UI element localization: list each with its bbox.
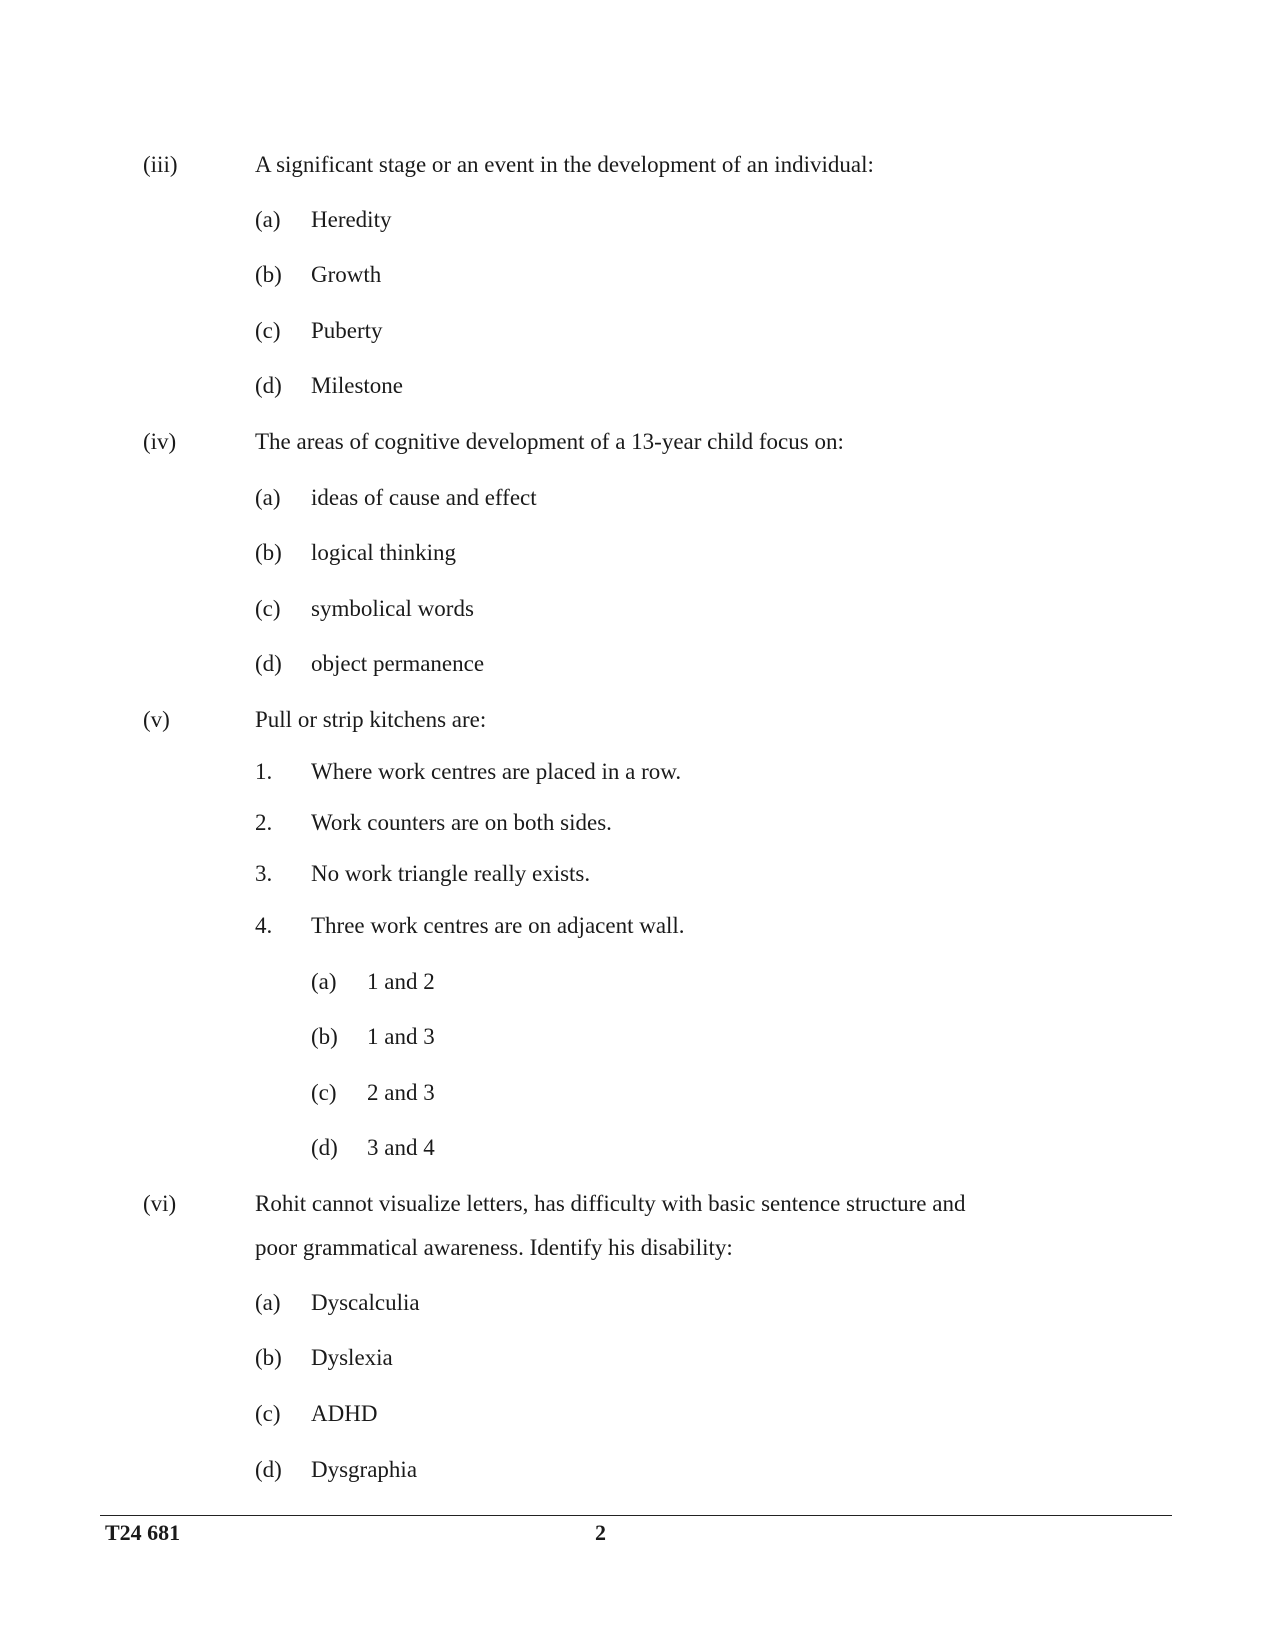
question-text-line-1: Rohit cannot visualize letters, has difficulty with basic sentence structure and [255, 1191, 966, 1216]
statement-label: 4. [255, 913, 273, 938]
option-label: (d) [311, 1135, 338, 1160]
question-text: The areas of cognitive development of a 13-year child focus on: [255, 429, 844, 454]
option-text: Puberty [311, 318, 383, 343]
option-label: (d) [255, 1457, 282, 1482]
option-label: (d) [255, 373, 282, 398]
option-label: (c) [311, 1080, 337, 1105]
option-text: Dyscalculia [311, 1290, 420, 1315]
question-number: (vi) [143, 1191, 177, 1216]
option-label: (a) [311, 969, 337, 994]
question-text: A significant stage or an event in the development of an individual: [255, 152, 874, 177]
statement-text: Where work centres are placed in a row. [311, 759, 682, 784]
statement-text: No work triangle really exists. [311, 861, 591, 886]
option-text: logical thinking [311, 540, 457, 565]
question-text-line-2: poor grammatical awareness. Identify his disability: [255, 1235, 733, 1260]
question-number: (iii) [143, 152, 178, 177]
option-label: (b) [255, 262, 282, 287]
option-label: (b) [255, 540, 282, 565]
option-text: 3 and 4 [367, 1135, 435, 1160]
option-label: (a) [255, 207, 281, 232]
statement-label: 3. [255, 861, 273, 886]
option-label: (c) [255, 596, 281, 621]
option-label: (c) [255, 1401, 281, 1426]
option-label: (a) [255, 1290, 281, 1315]
option-text: Growth [311, 262, 382, 287]
option-text: Dyslexia [311, 1345, 393, 1370]
option-text: ADHD [311, 1401, 378, 1426]
page-number: 2 [595, 1520, 606, 1545]
option-label: (d) [255, 651, 282, 676]
statement-text: Work counters are on both sides. [311, 810, 612, 835]
question-number: (iv) [143, 429, 177, 454]
statement-label: 1. [255, 759, 273, 784]
option-text: 2 and 3 [367, 1080, 435, 1105]
option-text: symbolical words [311, 596, 474, 621]
option-text: Milestone [311, 373, 403, 398]
statement-text: Three work centres are on adjacent wall. [311, 913, 685, 938]
option-text: Dysgraphia [311, 1457, 418, 1482]
option-text: Heredity [311, 207, 392, 232]
question-number: (v) [143, 707, 170, 732]
option-label: (a) [255, 485, 281, 510]
option-label: (c) [255, 318, 281, 343]
option-label: (b) [255, 1345, 282, 1370]
footer-divider [100, 1515, 1172, 1516]
option-text: 1 and 2 [367, 969, 435, 994]
question-text: Pull or strip kitchens are: [255, 707, 487, 732]
option-text: 1 and 3 [367, 1024, 435, 1049]
option-label: (b) [311, 1024, 338, 1049]
option-text: object permanence [311, 651, 485, 676]
paper-code: T24 681 [105, 1520, 181, 1545]
option-text: ideas of cause and effect [311, 485, 537, 510]
statement-label: 2. [255, 810, 273, 835]
